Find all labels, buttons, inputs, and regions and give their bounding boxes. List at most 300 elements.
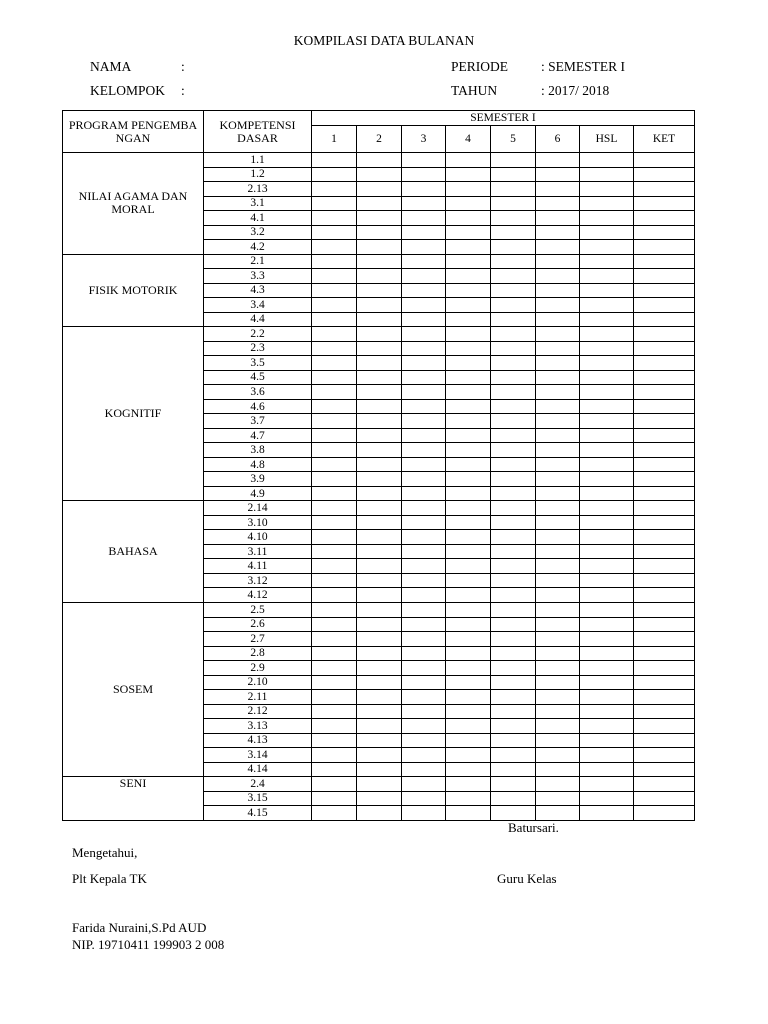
score-cell[interactable] (634, 428, 695, 443)
score-cell[interactable] (402, 167, 446, 182)
score-cell[interactable] (634, 240, 695, 255)
score-cell[interactable] (634, 632, 695, 647)
score-cell[interactable] (446, 385, 491, 400)
score-cell[interactable] (312, 225, 357, 240)
score-cell[interactable] (402, 690, 446, 705)
score-cell[interactable] (536, 777, 580, 792)
score-cell[interactable] (312, 298, 357, 313)
score-cell[interactable] (491, 341, 536, 356)
score-cell[interactable] (402, 298, 446, 313)
score-cell[interactable] (580, 298, 634, 313)
score-cell[interactable] (402, 632, 446, 647)
score-cell[interactable] (634, 211, 695, 226)
score-cell[interactable] (634, 153, 695, 168)
score-cell[interactable] (312, 182, 357, 197)
score-cell[interactable] (634, 399, 695, 414)
score-cell[interactable] (491, 153, 536, 168)
score-cell[interactable] (312, 370, 357, 385)
score-cell[interactable] (634, 675, 695, 690)
score-cell[interactable] (491, 588, 536, 603)
score-cell[interactable] (357, 777, 402, 792)
score-cell[interactable] (536, 167, 580, 182)
score-cell[interactable] (580, 196, 634, 211)
score-cell[interactable] (580, 428, 634, 443)
score-cell[interactable] (402, 777, 446, 792)
score-cell[interactable] (402, 573, 446, 588)
score-cell[interactable] (536, 719, 580, 734)
score-cell[interactable] (402, 196, 446, 211)
score-cell[interactable] (580, 182, 634, 197)
score-cell[interactable] (312, 486, 357, 501)
score-cell[interactable] (357, 719, 402, 734)
score-cell[interactable] (312, 501, 357, 516)
score-cell[interactable] (402, 486, 446, 501)
score-cell[interactable] (634, 704, 695, 719)
score-cell[interactable] (312, 254, 357, 269)
score-cell[interactable] (634, 559, 695, 574)
score-cell[interactable] (402, 791, 446, 806)
score-cell[interactable] (536, 312, 580, 327)
score-cell[interactable] (402, 748, 446, 763)
score-cell[interactable] (536, 225, 580, 240)
score-cell[interactable] (580, 602, 634, 617)
score-cell[interactable] (634, 486, 695, 501)
score-cell[interactable] (580, 240, 634, 255)
score-cell[interactable] (580, 544, 634, 559)
score-cell[interactable] (357, 486, 402, 501)
score-cell[interactable] (357, 225, 402, 240)
score-cell[interactable] (402, 443, 446, 458)
score-cell[interactable] (402, 182, 446, 197)
score-cell[interactable] (312, 443, 357, 458)
score-cell[interactable] (491, 661, 536, 676)
score-cell[interactable] (402, 588, 446, 603)
score-cell[interactable] (402, 211, 446, 226)
score-cell[interactable] (357, 472, 402, 487)
score-cell[interactable] (357, 515, 402, 530)
score-cell[interactable] (536, 153, 580, 168)
score-cell[interactable] (312, 472, 357, 487)
score-cell[interactable] (491, 777, 536, 792)
score-cell[interactable] (402, 312, 446, 327)
score-cell[interactable] (491, 254, 536, 269)
score-cell[interactable] (634, 573, 695, 588)
score-cell[interactable] (491, 762, 536, 777)
score-cell[interactable] (312, 196, 357, 211)
score-cell[interactable] (357, 254, 402, 269)
score-cell[interactable] (491, 211, 536, 226)
score-cell[interactable] (446, 661, 491, 676)
score-cell[interactable] (446, 806, 491, 821)
score-cell[interactable] (402, 675, 446, 690)
score-cell[interactable] (402, 240, 446, 255)
score-cell[interactable] (491, 327, 536, 342)
score-cell[interactable] (402, 370, 446, 385)
score-cell[interactable] (491, 370, 536, 385)
score-cell[interactable] (580, 327, 634, 342)
score-cell[interactable] (446, 182, 491, 197)
score-cell[interactable] (491, 399, 536, 414)
score-cell[interactable] (536, 791, 580, 806)
score-cell[interactable] (312, 457, 357, 472)
score-cell[interactable] (634, 312, 695, 327)
score-cell[interactable] (536, 748, 580, 763)
score-cell[interactable] (580, 719, 634, 734)
score-cell[interactable] (580, 283, 634, 298)
score-cell[interactable] (357, 457, 402, 472)
score-cell[interactable] (446, 298, 491, 313)
score-cell[interactable] (491, 501, 536, 516)
score-cell[interactable] (634, 501, 695, 516)
score-cell[interactable] (634, 414, 695, 429)
score-cell[interactable] (357, 196, 402, 211)
score-cell[interactable] (357, 182, 402, 197)
score-cell[interactable] (634, 733, 695, 748)
score-cell[interactable] (634, 182, 695, 197)
score-cell[interactable] (580, 254, 634, 269)
score-cell[interactable] (402, 617, 446, 632)
score-cell[interactable] (536, 486, 580, 501)
score-cell[interactable] (402, 530, 446, 545)
score-cell[interactable] (580, 153, 634, 168)
score-cell[interactable] (446, 153, 491, 168)
score-cell[interactable] (536, 457, 580, 472)
score-cell[interactable] (357, 544, 402, 559)
score-cell[interactable] (536, 733, 580, 748)
score-cell[interactable] (536, 544, 580, 559)
score-cell[interactable] (446, 646, 491, 661)
score-cell[interactable] (402, 515, 446, 530)
score-cell[interactable] (402, 414, 446, 429)
score-cell[interactable] (491, 806, 536, 821)
score-cell[interactable] (580, 791, 634, 806)
score-cell[interactable] (312, 719, 357, 734)
score-cell[interactable] (536, 675, 580, 690)
score-cell[interactable] (580, 661, 634, 676)
score-cell[interactable] (491, 748, 536, 763)
score-cell[interactable] (580, 399, 634, 414)
score-cell[interactable] (402, 254, 446, 269)
score-cell[interactable] (312, 356, 357, 371)
score-cell[interactable] (312, 385, 357, 400)
score-cell[interactable] (357, 269, 402, 284)
score-cell[interactable] (312, 617, 357, 632)
score-cell[interactable] (446, 283, 491, 298)
score-cell[interactable] (446, 690, 491, 705)
score-cell[interactable] (634, 646, 695, 661)
score-cell[interactable] (580, 414, 634, 429)
score-cell[interactable] (580, 472, 634, 487)
score-cell[interactable] (491, 414, 536, 429)
score-cell[interactable] (312, 690, 357, 705)
score-cell[interactable] (312, 704, 357, 719)
score-cell[interactable] (312, 211, 357, 226)
score-cell[interactable] (536, 646, 580, 661)
score-cell[interactable] (536, 211, 580, 226)
score-cell[interactable] (357, 283, 402, 298)
score-cell[interactable] (491, 298, 536, 313)
score-cell[interactable] (536, 356, 580, 371)
score-cell[interactable] (402, 341, 446, 356)
score-cell[interactable] (491, 196, 536, 211)
score-cell[interactable] (312, 791, 357, 806)
score-cell[interactable] (446, 791, 491, 806)
score-cell[interactable] (634, 544, 695, 559)
score-cell[interactable] (491, 269, 536, 284)
score-cell[interactable] (536, 283, 580, 298)
score-cell[interactable] (580, 341, 634, 356)
score-cell[interactable] (357, 414, 402, 429)
score-cell[interactable] (491, 240, 536, 255)
score-cell[interactable] (580, 501, 634, 516)
score-cell[interactable] (312, 675, 357, 690)
score-cell[interactable] (402, 602, 446, 617)
score-cell[interactable] (634, 457, 695, 472)
score-cell[interactable] (446, 602, 491, 617)
score-cell[interactable] (536, 472, 580, 487)
score-cell[interactable] (634, 748, 695, 763)
score-cell[interactable] (491, 719, 536, 734)
score-cell[interactable] (536, 530, 580, 545)
score-cell[interactable] (491, 457, 536, 472)
score-cell[interactable] (446, 356, 491, 371)
score-cell[interactable] (357, 748, 402, 763)
score-cell[interactable] (446, 632, 491, 647)
score-cell[interactable] (312, 269, 357, 284)
score-cell[interactable] (580, 777, 634, 792)
score-cell[interactable] (491, 385, 536, 400)
score-cell[interactable] (446, 370, 491, 385)
score-cell[interactable] (312, 573, 357, 588)
score-cell[interactable] (402, 399, 446, 414)
score-cell[interactable] (446, 515, 491, 530)
score-cell[interactable] (491, 544, 536, 559)
score-cell[interactable] (580, 385, 634, 400)
score-cell[interactable] (312, 602, 357, 617)
score-cell[interactable] (402, 762, 446, 777)
score-cell[interactable] (634, 719, 695, 734)
score-cell[interactable] (580, 588, 634, 603)
score-cell[interactable] (357, 806, 402, 821)
score-cell[interactable] (491, 428, 536, 443)
score-cell[interactable] (357, 588, 402, 603)
score-cell[interactable] (312, 414, 357, 429)
score-cell[interactable] (402, 385, 446, 400)
score-cell[interactable] (491, 791, 536, 806)
score-cell[interactable] (580, 167, 634, 182)
score-cell[interactable] (536, 690, 580, 705)
score-cell[interactable] (580, 457, 634, 472)
score-cell[interactable] (491, 515, 536, 530)
score-cell[interactable] (357, 327, 402, 342)
score-cell[interactable] (446, 748, 491, 763)
score-cell[interactable] (580, 646, 634, 661)
score-cell[interactable] (446, 777, 491, 792)
score-cell[interactable] (402, 356, 446, 371)
score-cell[interactable] (402, 472, 446, 487)
score-cell[interactable] (580, 806, 634, 821)
score-cell[interactable] (446, 588, 491, 603)
score-cell[interactable] (357, 602, 402, 617)
score-cell[interactable] (634, 690, 695, 705)
score-cell[interactable] (402, 225, 446, 240)
score-cell[interactable] (580, 573, 634, 588)
score-cell[interactable] (446, 211, 491, 226)
score-cell[interactable] (580, 269, 634, 284)
score-cell[interactable] (357, 791, 402, 806)
score-cell[interactable] (580, 559, 634, 574)
score-cell[interactable] (357, 530, 402, 545)
score-cell[interactable] (402, 559, 446, 574)
score-cell[interactable] (580, 748, 634, 763)
score-cell[interactable] (312, 153, 357, 168)
score-cell[interactable] (536, 196, 580, 211)
score-cell[interactable] (491, 530, 536, 545)
score-cell[interactable] (312, 515, 357, 530)
score-cell[interactable] (312, 167, 357, 182)
score-cell[interactable] (634, 341, 695, 356)
score-cell[interactable] (634, 530, 695, 545)
score-cell[interactable] (446, 704, 491, 719)
score-cell[interactable] (446, 675, 491, 690)
score-cell[interactable] (536, 588, 580, 603)
score-cell[interactable] (357, 399, 402, 414)
score-cell[interactable] (312, 661, 357, 676)
score-cell[interactable] (634, 385, 695, 400)
score-cell[interactable] (634, 617, 695, 632)
score-cell[interactable] (402, 704, 446, 719)
score-cell[interactable] (446, 167, 491, 182)
score-cell[interactable] (402, 327, 446, 342)
score-cell[interactable] (634, 356, 695, 371)
score-cell[interactable] (312, 428, 357, 443)
score-cell[interactable] (634, 269, 695, 284)
score-cell[interactable] (536, 762, 580, 777)
score-cell[interactable] (312, 777, 357, 792)
score-cell[interactable] (536, 341, 580, 356)
score-cell[interactable] (357, 704, 402, 719)
score-cell[interactable] (446, 457, 491, 472)
score-cell[interactable] (536, 414, 580, 429)
score-cell[interactable] (634, 225, 695, 240)
score-cell[interactable] (491, 573, 536, 588)
score-cell[interactable] (357, 559, 402, 574)
score-cell[interactable] (357, 312, 402, 327)
score-cell[interactable] (446, 486, 491, 501)
score-cell[interactable] (312, 588, 357, 603)
score-cell[interactable] (446, 240, 491, 255)
score-cell[interactable] (446, 327, 491, 342)
score-cell[interactable] (491, 225, 536, 240)
score-cell[interactable] (312, 632, 357, 647)
score-cell[interactable] (357, 573, 402, 588)
score-cell[interactable] (357, 370, 402, 385)
score-cell[interactable] (357, 617, 402, 632)
score-cell[interactable] (446, 530, 491, 545)
score-cell[interactable] (446, 341, 491, 356)
score-cell[interactable] (357, 428, 402, 443)
score-cell[interactable] (580, 515, 634, 530)
score-cell[interactable] (446, 312, 491, 327)
score-cell[interactable] (634, 602, 695, 617)
score-cell[interactable] (402, 501, 446, 516)
score-cell[interactable] (580, 312, 634, 327)
score-cell[interactable] (491, 182, 536, 197)
score-cell[interactable] (491, 675, 536, 690)
score-cell[interactable] (446, 573, 491, 588)
score-cell[interactable] (580, 762, 634, 777)
score-cell[interactable] (312, 646, 357, 661)
score-cell[interactable] (536, 269, 580, 284)
score-cell[interactable] (312, 748, 357, 763)
score-cell[interactable] (357, 153, 402, 168)
score-cell[interactable] (536, 385, 580, 400)
score-cell[interactable] (536, 559, 580, 574)
score-cell[interactable] (536, 632, 580, 647)
score-cell[interactable] (312, 762, 357, 777)
score-cell[interactable] (580, 370, 634, 385)
score-cell[interactable] (357, 298, 402, 313)
score-cell[interactable] (580, 443, 634, 458)
score-cell[interactable] (536, 370, 580, 385)
score-cell[interactable] (491, 443, 536, 458)
score-cell[interactable] (402, 283, 446, 298)
score-cell[interactable] (536, 327, 580, 342)
score-cell[interactable] (580, 675, 634, 690)
score-cell[interactable] (402, 806, 446, 821)
score-cell[interactable] (634, 762, 695, 777)
score-cell[interactable] (491, 167, 536, 182)
score-cell[interactable] (634, 515, 695, 530)
score-cell[interactable] (402, 153, 446, 168)
score-cell[interactable] (357, 443, 402, 458)
score-cell[interactable] (634, 283, 695, 298)
score-cell[interactable] (536, 443, 580, 458)
score-cell[interactable] (580, 733, 634, 748)
score-cell[interactable] (580, 225, 634, 240)
score-cell[interactable] (491, 283, 536, 298)
score-cell[interactable] (580, 211, 634, 226)
score-cell[interactable] (536, 254, 580, 269)
score-cell[interactable] (536, 428, 580, 443)
score-cell[interactable] (312, 399, 357, 414)
score-cell[interactable] (357, 632, 402, 647)
score-cell[interactable] (357, 167, 402, 182)
score-cell[interactable] (491, 559, 536, 574)
score-cell[interactable] (312, 530, 357, 545)
score-cell[interactable] (402, 544, 446, 559)
score-cell[interactable] (491, 733, 536, 748)
score-cell[interactable] (312, 240, 357, 255)
score-cell[interactable] (634, 791, 695, 806)
score-cell[interactable] (312, 283, 357, 298)
score-cell[interactable] (446, 719, 491, 734)
score-cell[interactable] (402, 719, 446, 734)
score-cell[interactable] (402, 269, 446, 284)
score-cell[interactable] (634, 298, 695, 313)
score-cell[interactable] (357, 675, 402, 690)
score-cell[interactable] (634, 472, 695, 487)
score-cell[interactable] (312, 341, 357, 356)
score-cell[interactable] (536, 617, 580, 632)
score-cell[interactable] (357, 501, 402, 516)
score-cell[interactable] (580, 632, 634, 647)
score-cell[interactable] (446, 617, 491, 632)
score-cell[interactable] (357, 762, 402, 777)
score-cell[interactable] (634, 254, 695, 269)
score-cell[interactable] (634, 661, 695, 676)
score-cell[interactable] (491, 602, 536, 617)
